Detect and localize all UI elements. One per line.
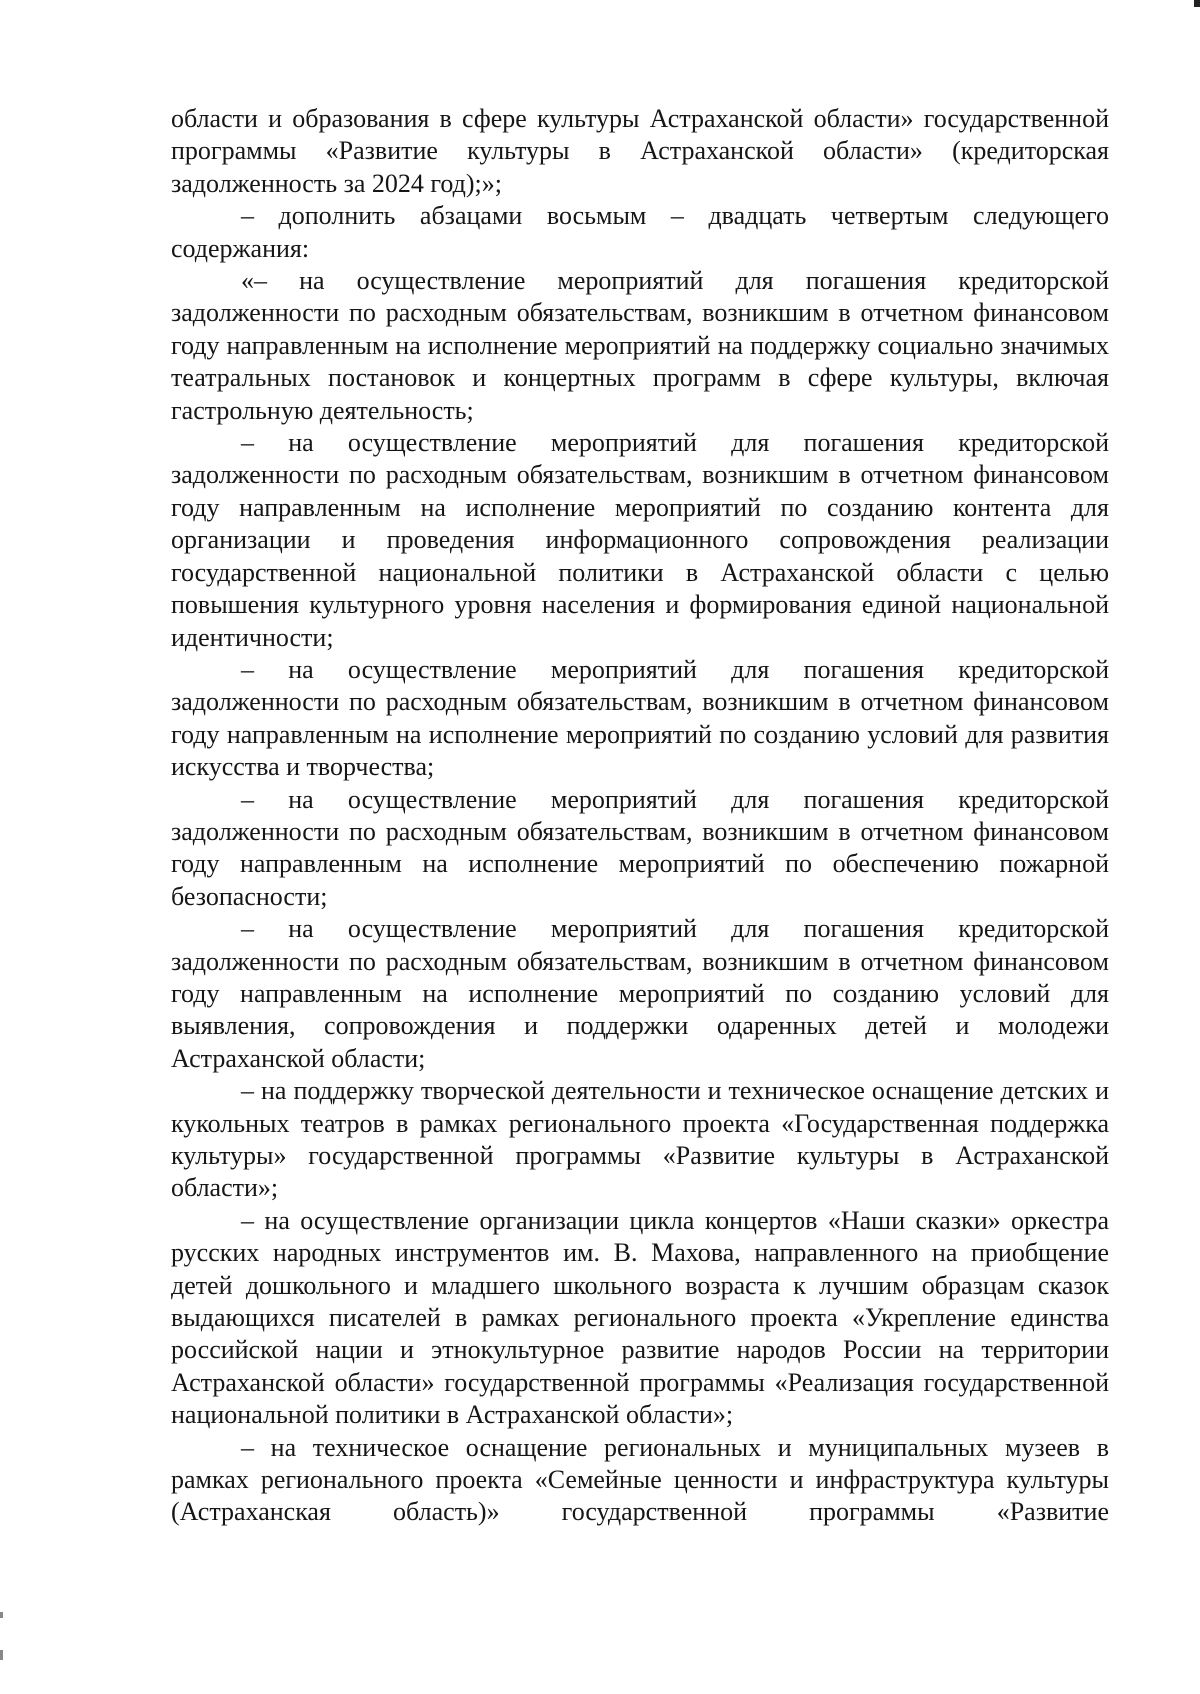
paragraph-item-art-development: – на осуществление мероприятий для погашения кредиторской задолженности по расходным обязательствам, возникшим в отчетном финансовом году направленным на исполнение мероприятий по созданию условий для развития искусства и творчества; — [171, 654, 1109, 782]
scan-edge-mark — [0, 1650, 3, 1660]
paragraph-item-theatrical-productions: «– на осуществление мероприятий для погашения кредиторской задолженности по расходным обязательствам, возникшим в отчетном финансовом году направленным на исполнение мероприятий на поддержку социально значимых театральных постановок и концертных программ в сфере культуры, включая гастрольную деятельность; — [171, 266, 1109, 425]
scan-edge-mark — [0, 1612, 3, 1618]
paragraph-item-gifted-children: – на осуществление мероприятий для погашения кредиторской задолженности по расходным обязательствам, возникшим в отчетном финансовом году направленным на исполнение мероприятий по созданию условий для выявления, сопровождения и поддержки одаренных детей и молодежи Астраханской области; — [171, 914, 1109, 1073]
paragraph-item-museums: – на техническое оснащение региональных и муниципальных музеев в рамках регионального проекта «Семейные ценности и инфраструктура культуры (Астраханская область)» государственной программы «Развитие — [171, 1432, 1109, 1527]
paragraph-item-puppet-theatres: – на поддержку творческой деятельности и техническое оснащение детских и кукольных театров в рамках регионального проекта «Государственная поддержка культуры» государственной программы «Развитие культуры в Астраханской области»; — [171, 1076, 1109, 1203]
paragraph-amendment-instruction: – дополнить абзацами восьмым – двадцать четвертым следующего содержания: — [171, 201, 1109, 263]
document-body — [171, 103, 1109, 1529]
paragraph-item-fire-safety: – на осуществление мероприятий для погашения кредиторской задолженности по расходным обязательствам, возникшим в отчетном финансовом году направленным на исполнение мероприятий по обеспечению пожарной безопасности; — [171, 784, 1109, 911]
scan-corner-mark — [1194, 0, 1200, 7]
paragraph-item-concert-cycle: – на осуществление организации цикла концертов «Наши сказки» оркестра русских народных инструментов им. В. Махова, направленного на приобщение детей дошкольного и младшего школьного возраста к лучшим образцам сказок выдающихся писателей в рамках регионального проекта «Укрепление единства российской нации и этнокультурное развитие народов России на территории Астраханской области» государственной программы «Реализация государственной национальной политики в Астраханской области»; — [171, 1205, 1109, 1430]
paragraph-item-information-content: – на осуществление мероприятий для погашения кредиторской задолженности по расходным обязательствам, возникшим в отчетном финансовом году направленным на исполнение мероприятий по созданию контента для организации и проведения информационного сопровождения реализации государственной национальной политики в Астраханской области с целью повышения культурного уровня населения и формирования единой национальной идентичности; — [171, 428, 1109, 652]
paragraph-continuation: области и образования в сфере культуры Астраханской области» государственной программы «Развитие культуры в Астраханской области» (кредиторская задолженность за 2024 год);»; — [171, 104, 1109, 198]
